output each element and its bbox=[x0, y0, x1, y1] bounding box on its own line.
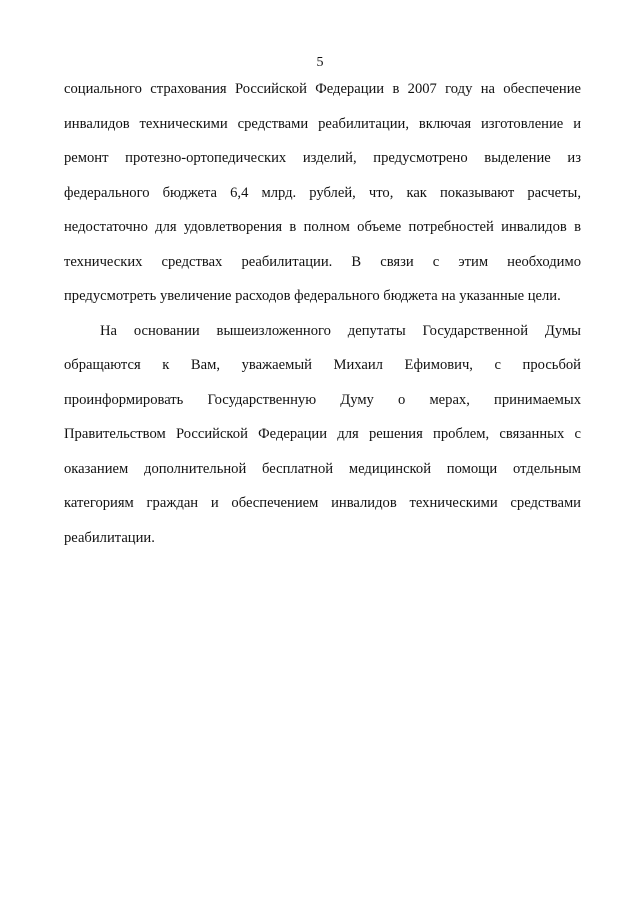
text-line: На основании вышеизложенного депутаты Государственной Думы bbox=[100, 322, 581, 339]
page-number: 5 bbox=[316, 55, 324, 70]
text-line: категориям граждан и обеспечением инвалидов техническими средствами bbox=[64, 495, 581, 511]
text-line: технических средствах реабилитации. В связи с этим необходимо bbox=[64, 253, 581, 270]
text-line: социального страхования Российской Федерации в 2007 году на обеспечение bbox=[64, 81, 581, 97]
text-line: обращаются к Вам, уважаемый Михаил Ефимович, с просьбой bbox=[64, 357, 581, 373]
text-line: недостаточно для удовлетворения в полном объеме потребностей инвалидов в bbox=[64, 219, 581, 235]
text-line: инвалидов техническими средствами реабилитации, включая изготовление и bbox=[64, 115, 581, 132]
text-line: ремонт протезно-ортопедических изделий, предусмотрено выделение из bbox=[64, 150, 581, 166]
text-line: оказанием дополнительной бесплатной медицинской помощи отдельным bbox=[64, 460, 581, 477]
text-line: Правительством Российской Федерации для решения проблем, связанных с bbox=[64, 426, 581, 442]
body-text bbox=[64, 72, 581, 555]
text-line: реабилитации. bbox=[64, 529, 155, 546]
text-line: проинформировать Государственную Думу о мерах, принимаемых bbox=[64, 391, 581, 408]
text-line: предусмотреть увеличение расходов федерального бюджета на указанные цели. bbox=[64, 288, 561, 304]
text-line: федерального бюджета 6,4 млрд. рублей, что, как показывают расчеты, bbox=[64, 184, 581, 201]
